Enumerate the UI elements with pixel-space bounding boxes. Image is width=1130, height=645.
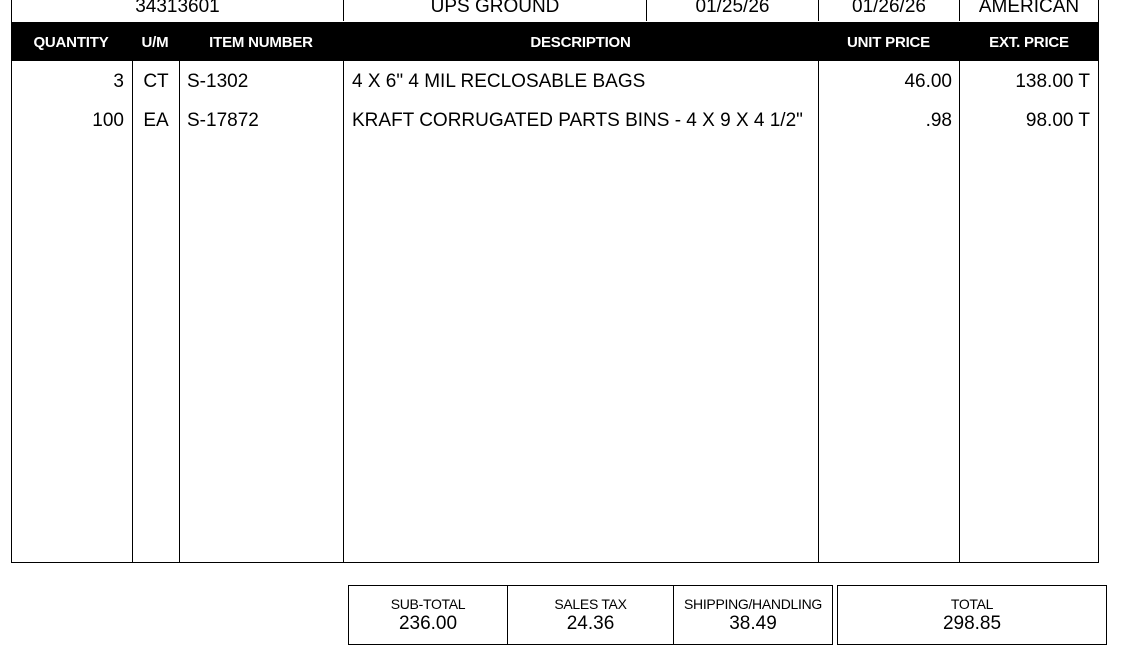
row-2-item-number: S-17872 bbox=[187, 110, 259, 131]
items-table-body bbox=[11, 61, 1099, 563]
total-box bbox=[837, 585, 1107, 645]
column-divider bbox=[959, 61, 960, 562]
sales-tax-label: SALES TAX bbox=[554, 596, 627, 612]
header-description: DESCRIPTION bbox=[530, 33, 631, 51]
shipping-label: SHIPPING/HANDLING bbox=[683, 596, 823, 612]
subtotal-value: 236.00 bbox=[398, 613, 458, 634]
row-2-quantity: 100 bbox=[92, 110, 124, 131]
row-1-ext-price: 138.00 T bbox=[1015, 71, 1090, 92]
total-value: 298.85 bbox=[942, 613, 1002, 634]
header-quantity: QUANTITY bbox=[33, 33, 109, 51]
order-date: 01/25/26 bbox=[647, 0, 819, 21]
total-cell bbox=[838, 586, 1106, 644]
ship-date: 01/26/26 bbox=[819, 0, 960, 21]
row-1-description: 4 X 6" 4 MIL RECLOSABLE BAGS bbox=[352, 71, 646, 92]
carrier: AMERICAN bbox=[978, 0, 1080, 17]
order-info-row bbox=[11, 0, 1099, 23]
shipping-box bbox=[674, 586, 832, 644]
subtotal-label: SUB-TOTAL bbox=[390, 596, 466, 612]
sales-tax-value: 24.36 bbox=[566, 613, 615, 634]
row-1-unit-price: 46.00 bbox=[904, 71, 952, 92]
po-number: 34313601 bbox=[12, 0, 344, 21]
items-table-header bbox=[11, 23, 1099, 61]
header-unit-price: UNIT PRICE bbox=[846, 33, 930, 51]
column-divider bbox=[818, 61, 819, 562]
sales-tax-box bbox=[508, 586, 674, 644]
total-label: TOTAL bbox=[950, 596, 994, 612]
row-1-item-number: S-1302 bbox=[187, 71, 249, 92]
row-1-quantity: 3 bbox=[113, 71, 124, 92]
shipping-value: 38.49 bbox=[729, 613, 777, 634]
row-2-um: EA bbox=[143, 110, 169, 131]
row-1-um: CT bbox=[143, 71, 169, 92]
column-divider bbox=[179, 61, 180, 562]
ship-via: UPS GROUND bbox=[344, 0, 647, 21]
row-2-description: KRAFT CORRUGATED PARTS BINS - 4 X 9 X 4 1/2" bbox=[352, 110, 803, 131]
row-2-unit-price: .98 bbox=[925, 110, 952, 131]
header-ext-price: EXT. PRICE bbox=[989, 33, 1069, 51]
subtotal-box bbox=[349, 586, 508, 644]
column-divider bbox=[132, 61, 133, 562]
header-um: U/M bbox=[141, 33, 169, 51]
header-item-number: ITEM NUMBER bbox=[209, 33, 313, 51]
column-divider bbox=[343, 61, 344, 562]
totals-breakdown bbox=[348, 585, 833, 645]
row-2-ext-price: 98.00 T bbox=[1025, 110, 1090, 131]
